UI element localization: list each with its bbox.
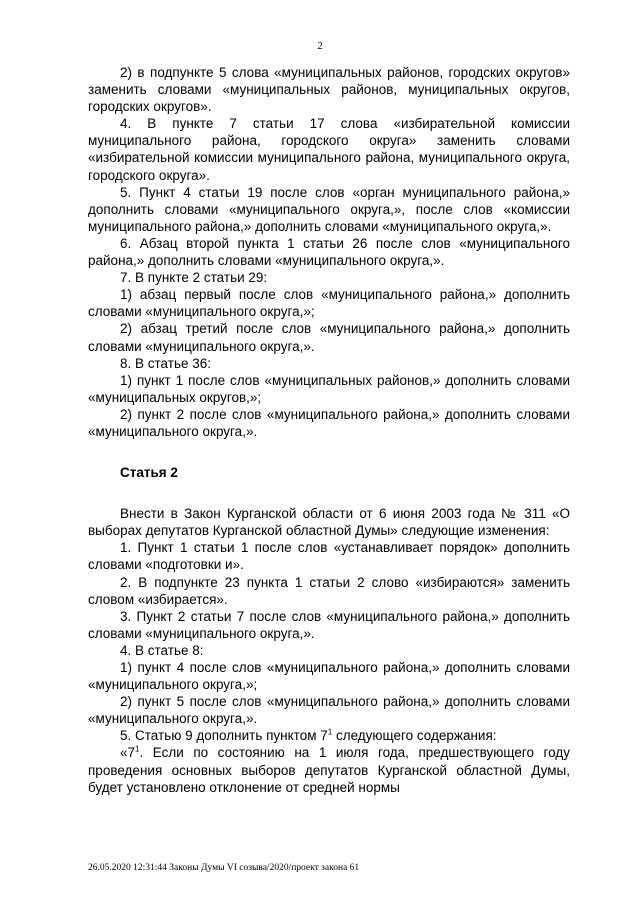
paragraph-text: 5. Статью 9 дополнить пунктом 7 [120,728,328,744]
paragraph-text: «7 [120,745,136,761]
document-body [88,64,570,796]
paragraph: 1) абзац первый после слов «муниципального района,» дополнить словами «муниципального округа,»; [88,287,570,320]
paragraph: 5. Пункт 4 статьи 19 после слов «орган муниципального района,» дополнить словами «муниципального округа,», после слов «комиссии муниципального района,» дополнить словами «муниципального округа,». [88,184,570,234]
paragraph-text: . Если по состоянию на 1 июля года, предшествующего году проведения основных выборов депутатов Курганской областной Думы, будет установлено отклонение от средней нормы [88,745,570,795]
paragraph: 1. Пункт 1 статьи 1 после слов «устанавливает порядок» дополнить словами «подготовки и». [88,540,570,573]
paragraph: 4. В пункте 7 статьи 17 слова «избирательной комиссии муниципального района, городского округа» заменить словами «избирательной комиссии муниципального района, муниципального округа, городского округа». [88,116,570,183]
paragraph: 2) в подпункте 5 слова «муниципальных районов, городских округов» заменить словами «муниципальных районов, муниципальных округов, городских округов». [88,65,570,115]
paragraph: 2) абзац третий после слов «муниципального района,» дополнить словами «муниципального округа,». [88,321,570,354]
superscript: 1 [327,727,333,737]
paragraph [88,744,570,795]
paragraph: 1) пункт 4 после слов «муниципального района,» дополнить словами «муниципального округа,»; [88,660,570,693]
paragraph: 2) пункт 5 после слов «муниципального района,» дополнить словами «муниципального округа,». [88,694,570,727]
article-heading: Статья 2 [120,465,178,481]
paragraph: 8. В статье 36: [120,355,211,371]
paragraph: 3. Пункт 2 статьи 7 после слов «муниципального района,» дополнить словами «муниципального округа,». [88,608,570,641]
paragraph: 1) пункт 1 после слов «муниципальных районов,» дополнить словами «муниципальных округов,»; [88,372,570,405]
paragraph-text: следующего содержания: [332,728,497,744]
paragraph: 7. В пункте 2 статьи 29: [120,270,268,286]
paragraph: 2) пункт 2 после слов «муниципального района,» дополнить словами «муниципального округа,». [88,406,570,439]
page-number: 2 [317,40,323,52]
footer: 26.05.2020 12:31:44 Законы Думы VI созыва/2020/проект закона 61 [88,863,360,873]
superscript: 1 [135,744,140,754]
paragraph [88,727,570,744]
paragraph: Внести в Закон Курганской области от 6 июня 2003 года № 311 «О выборах депутатов Курганской областной Думы» следующие изменения: [88,506,570,539]
paragraph: 4. В статье 8: [120,642,204,658]
paragraph: 6. Абзац второй пункта 1 статьи 26 после слов «муниципального района,» дополнить словами «муниципального округа,». [88,235,570,269]
paragraph: 2. В подпункте 23 пункта 1 статьи 2 слово «избираются» заменить словом «избирается». [88,574,570,607]
